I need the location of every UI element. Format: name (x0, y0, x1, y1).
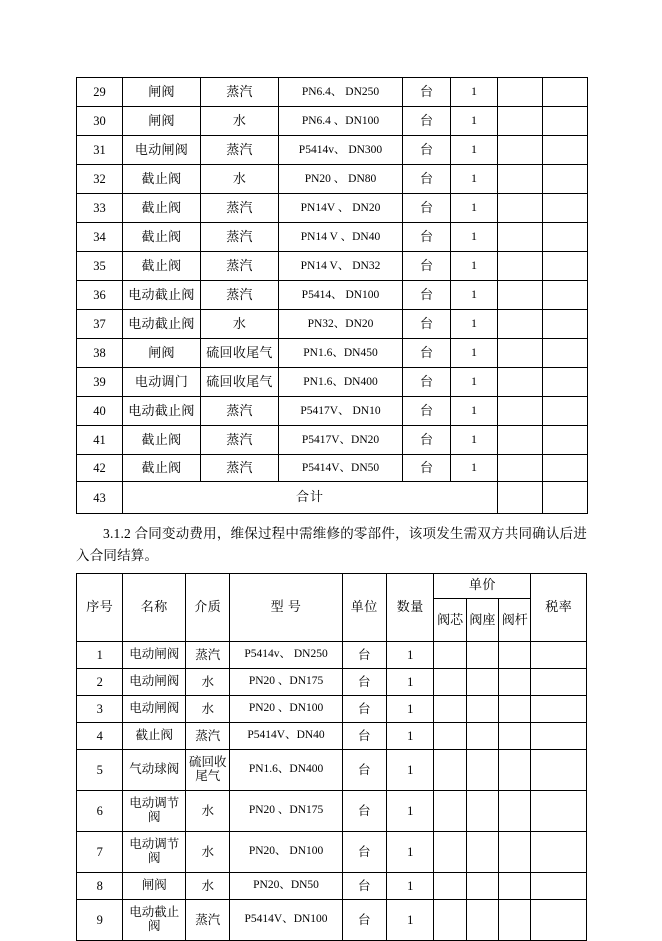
cell-name: 气动球阀 (123, 749, 186, 790)
cell-unit: 台 (342, 872, 386, 899)
cell-blank-2 (543, 107, 588, 136)
cell-price-core (434, 790, 466, 831)
table-row (77, 831, 587, 872)
table-row (77, 107, 588, 136)
header-qty: 数量 (387, 573, 434, 641)
cell-blank-1 (498, 194, 543, 223)
cell-name: 电动截止阀 (123, 281, 201, 310)
cell-model: PN6.4 、DN100 (279, 107, 403, 136)
table-row (77, 165, 588, 194)
header-unit-price-group: 单价 (434, 573, 531, 598)
cell-tax (531, 749, 587, 790)
cell-total-label: 合计 (123, 482, 498, 514)
cell-blank-2 (543, 482, 588, 514)
cell-price-seat (466, 722, 498, 749)
cell-price-stem (499, 695, 531, 722)
cell-model: PN1.6、DN450 (279, 339, 403, 368)
cell-unit: 台 (342, 899, 386, 940)
cell-price-seat (466, 749, 498, 790)
cell-qty: 1 (451, 426, 498, 455)
cell-unit: 台 (403, 455, 451, 482)
table-row (77, 899, 587, 940)
cell-no: 31 (77, 136, 123, 165)
cell-medium: 蒸汽 (186, 722, 230, 749)
header-medium: 介质 (186, 573, 230, 641)
header-valve-core: 阀芯 (434, 598, 466, 641)
cell-tax (531, 668, 587, 695)
cell-no: 32 (77, 165, 123, 194)
table-row (77, 641, 587, 668)
variable-cost-parts-table (76, 573, 587, 941)
cell-model: P5414V、DN40 (230, 722, 342, 749)
cell-unit: 台 (342, 695, 386, 722)
cell-model: PN6.4、 DN250 (279, 78, 403, 107)
cell-medium: 硫回收尾气 (201, 368, 279, 397)
cell-qty: 1 (387, 668, 434, 695)
header-no: 序号 (77, 573, 123, 641)
table-row (77, 310, 588, 339)
cell-name: 电动截止阀 (123, 397, 201, 426)
variable-cost-parts-body (77, 573, 587, 940)
cell-price-stem (499, 668, 531, 695)
cell-name: 截止阀 (123, 722, 186, 749)
cell-price-seat (466, 831, 498, 872)
header-model: 型 号 (230, 573, 342, 641)
table-row (77, 722, 587, 749)
cell-qty: 1 (451, 281, 498, 310)
cell-model: PN14V 、 DN20 (279, 194, 403, 223)
equipment-table-body (77, 78, 588, 514)
cell-no: 43 (77, 482, 123, 514)
cell-model: P5414V、DN50 (279, 455, 403, 482)
cell-model: PN20 、DN100 (230, 695, 342, 722)
cell-blank-2 (543, 281, 588, 310)
cell-no: 3 (77, 695, 123, 722)
cell-price-stem (499, 899, 531, 940)
cell-qty: 1 (451, 136, 498, 165)
cell-no: 39 (77, 368, 123, 397)
cell-model: P5414v、 DN250 (230, 641, 342, 668)
cell-price-stem (499, 722, 531, 749)
cell-model: PN20、 DN100 (230, 831, 342, 872)
document-body (76, 77, 587, 941)
cell-tax (531, 872, 587, 899)
cell-price-core (434, 668, 466, 695)
table-total-row (77, 482, 588, 514)
cell-unit: 台 (342, 722, 386, 749)
cell-unit: 台 (403, 339, 451, 368)
cell-qty: 1 (451, 107, 498, 136)
cell-tax (531, 641, 587, 668)
cell-blank-2 (543, 165, 588, 194)
table-row (77, 668, 587, 695)
cell-price-stem (499, 749, 531, 790)
cell-no: 5 (77, 749, 123, 790)
cell-blank-2 (543, 368, 588, 397)
cell-name: 电动闸阀 (123, 641, 186, 668)
cell-price-seat (466, 872, 498, 899)
cell-price-seat (466, 641, 498, 668)
cell-no: 1 (77, 641, 123, 668)
table-row (77, 252, 588, 281)
cell-medium: 蒸汽 (201, 223, 279, 252)
cell-price-core (434, 695, 466, 722)
cell-name: 电动闸阀 (123, 695, 186, 722)
cell-medium: 水 (201, 310, 279, 339)
cell-no: 2 (77, 668, 123, 695)
cell-medium: 蒸汽 (201, 281, 279, 310)
cell-no: 38 (77, 339, 123, 368)
cell-qty: 1 (451, 397, 498, 426)
cell-no: 37 (77, 310, 123, 339)
cell-medium: 蒸汽 (201, 136, 279, 165)
cell-qty: 1 (387, 722, 434, 749)
cell-blank-1 (498, 107, 543, 136)
cell-name: 截止阀 (123, 194, 201, 223)
header-valve-stem: 阀杆 (499, 598, 531, 641)
cell-medium: 水 (201, 165, 279, 194)
table-row (77, 790, 587, 831)
cell-medium: 蒸汽 (186, 641, 230, 668)
cell-price-core (434, 749, 466, 790)
header-tax-rate: 税率 (531, 573, 587, 641)
cell-model: PN14 V、 DN32 (279, 252, 403, 281)
cell-medium: 蒸汽 (201, 426, 279, 455)
cell-price-stem (499, 831, 531, 872)
cell-medium: 水 (186, 668, 230, 695)
table-header-row-top (77, 573, 587, 598)
cell-price-stem (499, 790, 531, 831)
cell-price-seat (466, 899, 498, 940)
cell-model: P5414V、DN100 (230, 899, 342, 940)
cell-no: 42 (77, 455, 123, 482)
cell-qty: 1 (451, 339, 498, 368)
cell-blank-2 (543, 426, 588, 455)
cell-blank-1 (498, 281, 543, 310)
cell-blank-1 (498, 252, 543, 281)
cell-blank-2 (543, 136, 588, 165)
table-row (77, 397, 588, 426)
cell-model: PN32、DN20 (279, 310, 403, 339)
cell-qty: 1 (451, 455, 498, 482)
cell-blank-2 (543, 397, 588, 426)
cell-unit: 台 (403, 136, 451, 165)
cell-tax (531, 790, 587, 831)
cell-blank-2 (543, 310, 588, 339)
cell-model: P5417V、DN20 (279, 426, 403, 455)
cell-no: 40 (77, 397, 123, 426)
cell-medium: 水 (186, 831, 230, 872)
cell-medium: 蒸汽 (201, 252, 279, 281)
table-row (77, 872, 587, 899)
cell-blank-2 (543, 194, 588, 223)
cell-name: 电动闸阀 (123, 668, 186, 695)
cell-price-core (434, 831, 466, 872)
cell-tax (531, 722, 587, 749)
table-row (77, 339, 588, 368)
cell-blank-2 (543, 339, 588, 368)
cell-blank-1 (498, 310, 543, 339)
cell-name: 闸阀 (123, 872, 186, 899)
cell-qty: 1 (387, 790, 434, 831)
cell-tax (531, 831, 587, 872)
cell-price-seat (466, 790, 498, 831)
cell-blank-1 (498, 482, 543, 514)
cell-no: 34 (77, 223, 123, 252)
cell-price-stem (499, 872, 531, 899)
cell-model: P5414、 DN100 (279, 281, 403, 310)
cell-qty: 1 (387, 899, 434, 940)
cell-qty: 1 (387, 749, 434, 790)
cell-no: 41 (77, 426, 123, 455)
cell-name: 截止阀 (123, 455, 201, 482)
cell-blank-2 (543, 78, 588, 107)
header-valve-seat: 阀座 (466, 598, 498, 641)
cell-model: PN20、DN50 (230, 872, 342, 899)
cell-unit: 台 (342, 749, 386, 790)
cell-unit: 台 (403, 165, 451, 194)
table-row (77, 749, 587, 790)
cell-tax (531, 695, 587, 722)
cell-blank-1 (498, 339, 543, 368)
cell-no: 9 (77, 899, 123, 940)
cell-model: PN20 、DN175 (230, 668, 342, 695)
cell-unit: 台 (403, 252, 451, 281)
cell-medium: 蒸汽 (201, 194, 279, 223)
cell-unit: 台 (403, 368, 451, 397)
cell-name: 电动截止阀 (123, 899, 186, 940)
cell-model: PN20 、DN175 (230, 790, 342, 831)
cell-unit: 台 (403, 223, 451, 252)
cell-qty: 1 (451, 194, 498, 223)
cell-price-core (434, 641, 466, 668)
equipment-table-continued (76, 77, 588, 514)
cell-name: 电动调节阀 (123, 790, 186, 831)
header-name: 名称 (123, 573, 186, 641)
cell-qty: 1 (451, 78, 498, 107)
cell-no: 8 (77, 872, 123, 899)
cell-price-seat (466, 668, 498, 695)
cell-unit: 台 (342, 668, 386, 695)
cell-qty: 1 (451, 310, 498, 339)
cell-unit: 台 (403, 107, 451, 136)
cell-blank-2 (543, 455, 588, 482)
cell-no: 33 (77, 194, 123, 223)
cell-blank-1 (498, 223, 543, 252)
table-row (77, 223, 588, 252)
cell-qty: 1 (387, 872, 434, 899)
cell-unit: 台 (342, 831, 386, 872)
cell-model: PN14 V 、DN40 (279, 223, 403, 252)
cell-no: 36 (77, 281, 123, 310)
cell-medium: 水 (186, 695, 230, 722)
cell-model: P5417V、 DN10 (279, 397, 403, 426)
table-row (77, 78, 588, 107)
cell-model: P5414v、 DN300 (279, 136, 403, 165)
cell-blank-2 (543, 252, 588, 281)
cell-unit: 台 (403, 281, 451, 310)
clause-3-1-2-paragraph: 3.1.2 合同变动费用，维保过程中需维修的零部件，该项发生需双方共同确认后进入合同结算。 (76, 526, 587, 563)
cell-unit: 台 (403, 426, 451, 455)
cell-blank-1 (498, 426, 543, 455)
cell-medium: 蒸汽 (201, 455, 279, 482)
cell-unit: 台 (342, 641, 386, 668)
cell-medium: 蒸汽 (186, 899, 230, 940)
cell-unit: 台 (403, 78, 451, 107)
cell-price-core (434, 872, 466, 899)
table-row (77, 695, 587, 722)
cell-model: PN1.6、DN400 (279, 368, 403, 397)
cell-blank-1 (498, 455, 543, 482)
cell-unit: 台 (403, 397, 451, 426)
cell-unit: 台 (403, 194, 451, 223)
cell-medium: 蒸汽 (201, 397, 279, 426)
table-row (77, 426, 588, 455)
cell-medium: 硫回收尾气 (201, 339, 279, 368)
cell-name: 电动截止阀 (123, 310, 201, 339)
cell-unit: 台 (403, 310, 451, 339)
cell-name: 闸阀 (123, 339, 201, 368)
cell-name: 电动闸阀 (123, 136, 201, 165)
cell-name: 截止阀 (123, 252, 201, 281)
cell-price-stem (499, 641, 531, 668)
cell-name: 闸阀 (123, 107, 201, 136)
table-row (77, 136, 588, 165)
cell-blank-1 (498, 78, 543, 107)
cell-price-seat (466, 695, 498, 722)
table-row (77, 368, 588, 397)
cell-price-core (434, 899, 466, 940)
cell-name: 闸阀 (123, 78, 201, 107)
cell-qty: 1 (387, 831, 434, 872)
cell-blank-1 (498, 136, 543, 165)
cell-medium: 蒸汽 (201, 78, 279, 107)
cell-no: 29 (77, 78, 123, 107)
cell-blank-1 (498, 165, 543, 194)
cell-no: 35 (77, 252, 123, 281)
header-unit: 单位 (342, 573, 386, 641)
cell-name: 电动调门 (123, 368, 201, 397)
cell-medium: 水 (201, 107, 279, 136)
cell-no: 7 (77, 831, 123, 872)
cell-no: 6 (77, 790, 123, 831)
cell-medium: 水 (186, 790, 230, 831)
table-row (77, 455, 588, 482)
cell-blank-2 (543, 223, 588, 252)
cell-no: 30 (77, 107, 123, 136)
cell-name: 截止阀 (123, 165, 201, 194)
cell-medium: 水 (186, 872, 230, 899)
cell-qty: 1 (387, 695, 434, 722)
cell-name: 电动调节阀 (123, 831, 186, 872)
cell-blank-1 (498, 397, 543, 426)
cell-name: 截止阀 (123, 426, 201, 455)
cell-qty: 1 (451, 368, 498, 397)
cell-medium: 硫回收尾气 (186, 749, 230, 790)
cell-qty: 1 (387, 641, 434, 668)
cell-unit: 台 (342, 790, 386, 831)
table-row (77, 194, 588, 223)
cell-model: PN20 、 DN80 (279, 165, 403, 194)
cell-name: 截止阀 (123, 223, 201, 252)
cell-qty: 1 (451, 165, 498, 194)
cell-tax (531, 899, 587, 940)
cell-qty: 1 (451, 252, 498, 281)
cell-blank-1 (498, 368, 543, 397)
table-row (77, 281, 588, 310)
cell-qty: 1 (451, 223, 498, 252)
cell-price-core (434, 722, 466, 749)
cell-no: 4 (77, 722, 123, 749)
cell-model: PN1.6、DN400 (230, 749, 342, 790)
